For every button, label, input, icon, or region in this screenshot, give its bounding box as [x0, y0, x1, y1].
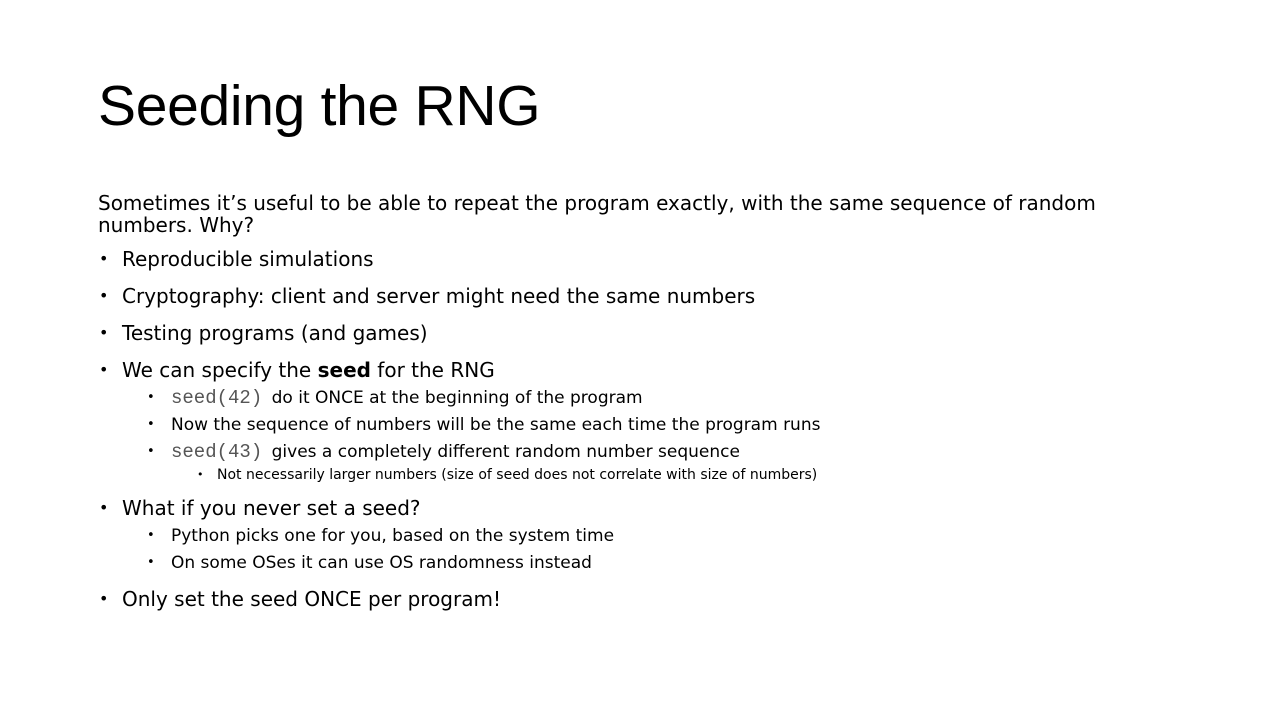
- bullet-seed-bold: seed: [317, 358, 371, 382]
- seed-42-text: do it ONCE at the beginning of the program: [271, 388, 643, 408]
- bullet-specify-seed: [98, 356, 1188, 485]
- bullet-seed-prefix: We can specify the: [122, 358, 318, 382]
- never-sublist: [122, 523, 1188, 576]
- seed-sublist: [122, 385, 1188, 485]
- bullet-testing: • Testing programs (and games): [98, 319, 1188, 347]
- subsubbullet-not-larger: • Not necessarily larger numbers (size of seed does not correlate with size of numbers): [197, 465, 1188, 485]
- subbullet-sequence: • Now the sequence of numbers will be the same each time the program runs: [147, 412, 1188, 438]
- code-seed-43: seed(43): [171, 441, 263, 463]
- subbullet-seed-42: [147, 385, 1188, 411]
- bullet-only-once: • Only set the seed ONCE per program!: [98, 585, 1188, 613]
- intro-paragraph: Sometimes it’s useful to be able to repeat the program exactly, with the same sequence of random numbers. Why?: [98, 191, 1096, 237]
- code-seed-42: seed(42): [171, 387, 263, 409]
- slide-body: [98, 192, 1188, 613]
- subbullet-os-randomness: • On some OSes it can use OS randomness instead: [147, 550, 1188, 576]
- subbullet-python-picks: • Python picks one for you, based on the system time: [147, 523, 1188, 549]
- bullet-reproducible: • Reproducible simulations: [98, 245, 1188, 273]
- seed-43-text: gives a completely different random number sequence: [271, 442, 740, 462]
- bullet-list: [98, 245, 1188, 613]
- slide-title: Seeding the RNG: [98, 74, 541, 138]
- bullet-never-text: What if you never set a seed?: [122, 496, 421, 520]
- bullet-cryptography: • Cryptography: client and server might need the same numbers: [98, 282, 1188, 310]
- seed-43-sublist: [171, 465, 1188, 485]
- bullet-seed-suffix: for the RNG: [370, 358, 495, 382]
- bullet-never-set-seed: [98, 494, 1188, 576]
- subbullet-seed-43: [147, 439, 1188, 485]
